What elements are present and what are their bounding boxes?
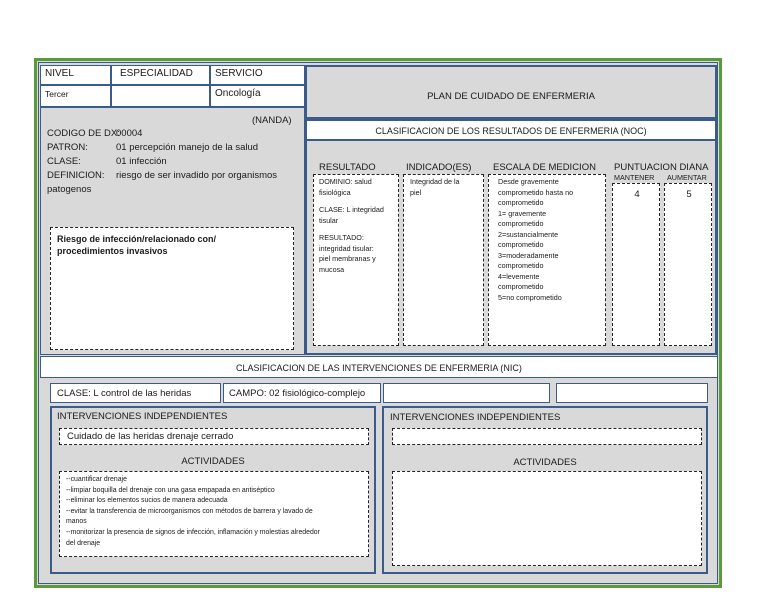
servicio-value-text: Oncología bbox=[215, 88, 261, 99]
actividad-line: manos bbox=[66, 518, 87, 526]
nic-empty-box-1 bbox=[383, 383, 550, 403]
indicador-box bbox=[403, 174, 484, 346]
nic-title: CLASIFICACION DE LAS INTERVENCIONES DE ENFERMERIA (NIC) bbox=[236, 363, 522, 373]
nivel-header bbox=[40, 65, 111, 85]
nanda-label: (NANDA) bbox=[252, 115, 292, 126]
actividad-line: --monitorizar la presencia de signos de infección, inflamación y molestias alrededor bbox=[66, 528, 320, 536]
col-resultado: RESULTADO bbox=[319, 162, 376, 173]
escala-line: 5=no comprometido bbox=[498, 292, 562, 302]
sub-aumentar: AUMENTAR bbox=[667, 173, 707, 182]
actividades-box bbox=[59, 471, 369, 557]
resultado-line: piel membranas y bbox=[319, 254, 376, 264]
nivel-header-text: NIVEL bbox=[45, 68, 74, 79]
intervencion-text: Cuidado de las heridas drenaje cerrado bbox=[67, 431, 234, 442]
nic-right-intervencion-box bbox=[392, 428, 702, 445]
escala-line: comprometido bbox=[498, 219, 544, 228]
intervencion-box bbox=[59, 428, 369, 445]
nic-campo: CAMPO: 02 fisiológico-complejo bbox=[229, 388, 366, 399]
aumentar-box bbox=[664, 183, 712, 346]
diagnostico-line1: Riesgo de infección/relacionado con/ bbox=[57, 234, 217, 244]
servicio-header-text: SERVICIO bbox=[215, 68, 263, 79]
sub-mantener: MANTENER bbox=[614, 173, 655, 182]
resultado-box bbox=[313, 174, 399, 346]
nic-empty-box-2 bbox=[556, 383, 708, 403]
escala-line: 2=sustancialmente bbox=[498, 229, 559, 239]
actividad-line: --evitar la transferencia de microorganismos con métodos de barrera y lavado de bbox=[66, 507, 313, 515]
resultado-line: integridad tisular: bbox=[319, 243, 374, 253]
resultado-line bbox=[319, 226, 384, 233]
mantener-box bbox=[612, 183, 660, 346]
escala-line: 3=moderadamente bbox=[498, 250, 559, 260]
codigo-value: 00004 bbox=[116, 128, 143, 139]
escala-lines bbox=[498, 177, 573, 303]
servicio-header bbox=[210, 65, 305, 85]
actividad-line: --limpiar boquilla del drenaje con una gasa empapada en antiséptico bbox=[66, 486, 275, 494]
clase-value: 01 infección bbox=[116, 156, 167, 167]
resultado-lines bbox=[319, 177, 384, 275]
resultado-line: RESULTADO: bbox=[319, 233, 364, 243]
nic-campo-box bbox=[223, 383, 381, 403]
diagnostico-line2: procedimientos invasivos bbox=[57, 246, 168, 256]
definicion-cont: patogenos bbox=[47, 184, 92, 195]
mantener-value: 4 bbox=[634, 189, 640, 200]
col-indicador: INDICADO(ES) bbox=[406, 162, 472, 173]
patron-label: PATRON: bbox=[47, 142, 88, 153]
escala-box bbox=[488, 174, 606, 346]
nivel-value bbox=[40, 85, 111, 107]
resultado-line: tisular bbox=[319, 215, 339, 225]
escala-line: comprometido bbox=[498, 198, 544, 207]
escala-line: Desde gravemente bbox=[498, 177, 559, 186]
especialidad-header-text: ESPECIALIDAD bbox=[120, 68, 193, 79]
aumentar-value: 5 bbox=[686, 189, 692, 200]
nivel-value-text: Tercer bbox=[45, 89, 69, 99]
actividades-lines bbox=[66, 475, 320, 549]
resultado-line: CLASE: L integridad bbox=[319, 205, 384, 215]
col-puntuacion: PUNTUACION DIANA bbox=[614, 162, 709, 173]
nic-clase: CLASE: L control de las heridas bbox=[57, 388, 192, 399]
escala-line: comprometido bbox=[498, 282, 544, 291]
resultado-line: fisiológica bbox=[319, 187, 351, 197]
indicador-line: Integridad de la bbox=[410, 177, 460, 186]
noc-title: CLASIFICACION DE LOS RESULTADOS DE ENFERMERIA (NOC) bbox=[375, 126, 647, 136]
especialidad-value bbox=[111, 85, 210, 107]
definicion-label: DEFINICION: bbox=[47, 170, 105, 181]
actividad-line: del drenaje bbox=[66, 539, 101, 547]
col-escala: ESCALA DE MEDICION bbox=[493, 162, 596, 173]
actividad-line: --cuantificar drenaje bbox=[66, 476, 127, 483]
nic-clase-box bbox=[50, 383, 221, 403]
indicador-line: piel bbox=[410, 187, 422, 197]
escala-line: 4=levemente bbox=[498, 271, 540, 281]
nic-left-actividades-label: ACTIVIDADES bbox=[181, 456, 245, 467]
escala-line: comprometido hasta no bbox=[498, 187, 574, 197]
indicador-lines bbox=[410, 177, 460, 198]
resultado-line: mucosa bbox=[319, 264, 345, 274]
patron-value: 01 percepción manejo de la salud bbox=[116, 142, 259, 153]
resultado-line: DOMINIO: salud bbox=[319, 177, 372, 186]
nic-right-actividades-box bbox=[392, 471, 702, 566]
escala-line: comprometido bbox=[498, 261, 544, 270]
nic-right-header: INTERVENCIONES INDEPENDIENTES bbox=[390, 412, 561, 423]
clase-label: CLASE: bbox=[47, 156, 81, 167]
codigo-label: CODIGO DE DX: bbox=[47, 128, 120, 139]
especialidad-header bbox=[111, 65, 210, 85]
actividad-line: --eliminar los elementos sucios de manera adecuada bbox=[66, 497, 228, 505]
diagnostico-box bbox=[50, 227, 294, 350]
nic-right-actividades-label: ACTIVIDADES bbox=[513, 457, 577, 468]
plan-title: PLAN DE CUIDADO DE ENFERMERIA bbox=[427, 91, 595, 102]
nic-left-header: INTERVENCIONES INDEPENDIENTES bbox=[57, 411, 228, 422]
servicio-value bbox=[210, 85, 305, 107]
definicion-value: riesgo de ser invadido por organismos bbox=[116, 170, 278, 181]
escala-line: comprometido bbox=[498, 240, 544, 249]
escala-line: 1= gravemente bbox=[498, 208, 547, 218]
resultado-line bbox=[319, 198, 384, 205]
